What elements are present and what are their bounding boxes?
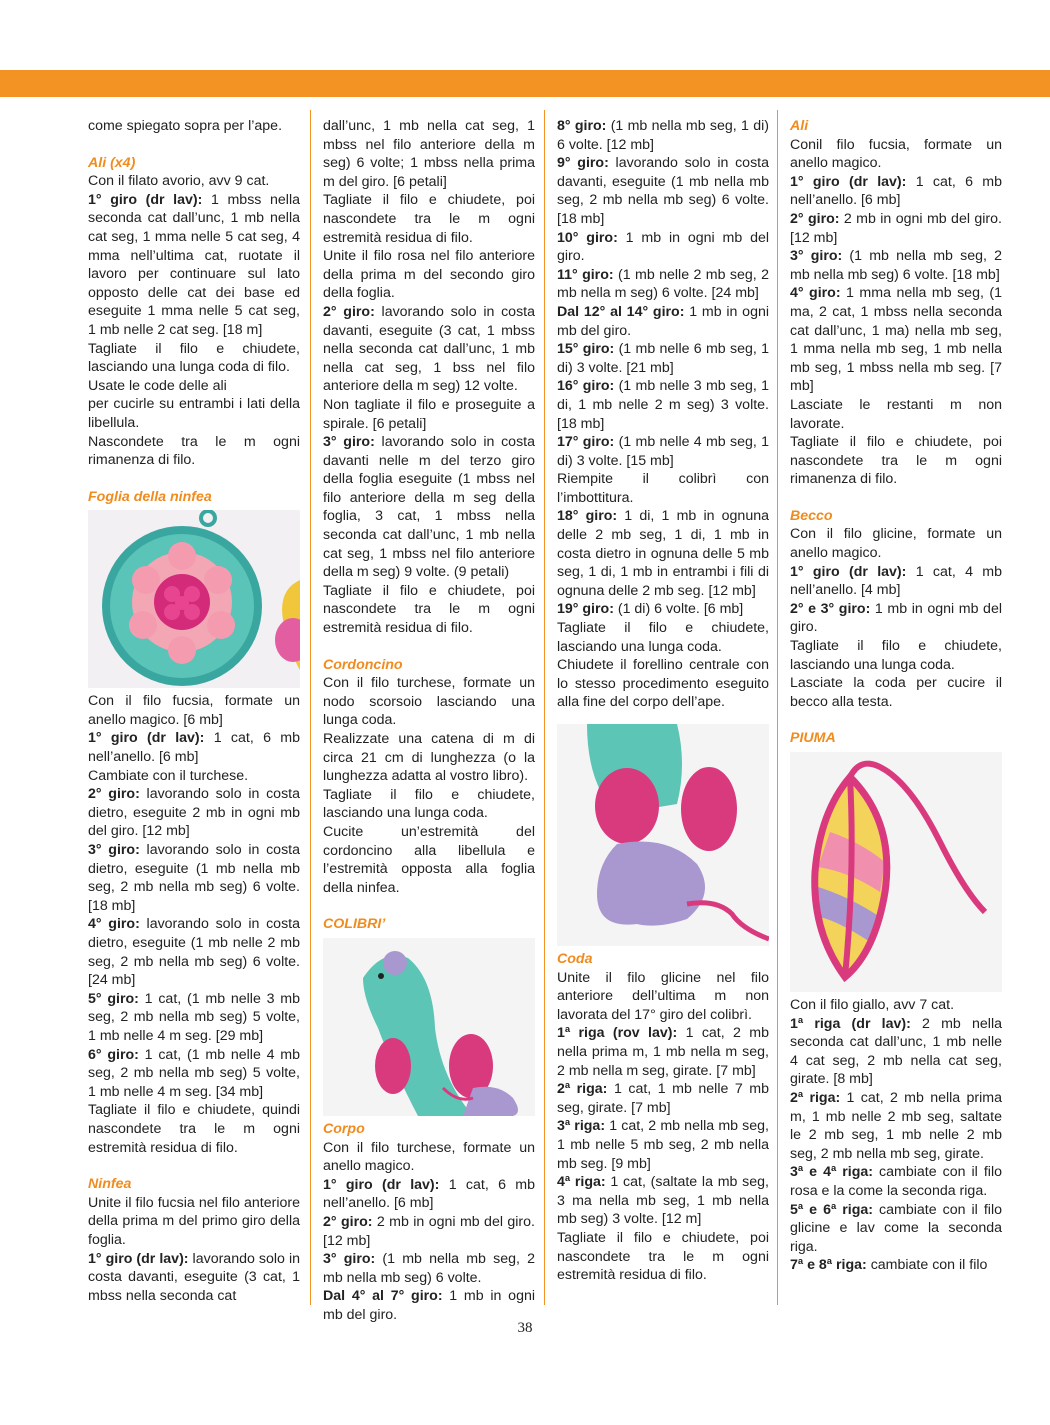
step-text: lavorando solo in costa dietro, eseguite (1 mb nelle 2 mb seg, 2 mb nella mb seg) 6 volte. [24 mb] [88,916,300,989]
step-text: (1 mb nelle 3 mb seg, 1 di, 1 mb nelle 2 m seg) 3 volte. [18 mb] [557,378,769,432]
paragraph [557,1080,769,1117]
paragraph [790,1256,1002,1275]
step-text: 1 cat, 1 mb nelle 7 mb seg, girate. [7 mb] [557,1081,770,1116]
paragraph [557,1024,769,1080]
paragraph: Tagliate il filo e chiudete, poi nascondete tra le m ogni estremità residua di filo. [557,1229,769,1284]
paragraph: Con il filo turchese, formate un anello magico. [323,1139,535,1175]
paragraph [88,191,300,340]
step-text: (1 mb nelle 2 mb seg, 2 mb nella m seg) 6 volte. [24 mb] [557,266,769,302]
step-label: 1° giro (dr lav): [323,1176,440,1193]
hummingbird-tail-photo [557,724,769,946]
step-label: 15° giro: [557,341,615,358]
step-label: 2° giro: [790,210,840,227]
paragraph [557,1117,769,1173]
paragraph: Unite il filo fucsia nel filo anteriore della prima m del primo giro della foglia. [88,1194,300,1248]
column-divider [310,110,311,1305]
paragraph [790,1089,1002,1163]
section-heading-ninfea: Ninfea [88,1176,132,1193]
step-label: 1ª riga (dr lav): [790,1015,911,1032]
step-text: (1 mb nelle 6 mb seg, 1 di) 3 volte. [21 mb] [557,341,769,376]
paragraph [88,841,300,915]
step-text: 1 mb in ogni mb del giro. [557,303,769,339]
step-label: 10° giro: [557,229,618,246]
paragraph [790,600,1002,637]
step-text: 1 di, 1 mb in ognuna delle 2 mb seg, 1 di, 1 mb in costa dietro in ognuna delle 5 mb seg, 1 di, 1 mb in entrambi i fili di ognuna delle 2 mb seg. [12 mb] [557,508,769,599]
step-label: Dal 4° al 7° giro: [323,1288,443,1305]
step-text: 2 mb in ogni mb del giro. [12 mb] [323,1213,535,1249]
page-number: 38 [517,1320,533,1336]
feather-photo [790,752,1002,992]
step-text: 1 cat, 4 mb nell’anello. [4 mb] [790,563,1002,599]
step-text: 1 mma nella mb seg, (1 ma, 2 cat, 1 mbss nella seconda cat dall’unc, 1 ma) nella mb seg, 1 mma nella mb seg, 1 mb nella mb seg, 1 mbss nella mb seg. [7 mb] [790,285,1003,395]
paragraph [790,563,1002,600]
step-label: 3° giro: [790,248,843,265]
paragraph: Tagliate il filo e chiudete, poi nascondete tra le m ogni rimanenza di filo. [790,434,1002,488]
column-4 [790,117,1002,1275]
step-text: (1 di) 6 volte. [6 mb] [613,601,744,618]
step-text: lavorando solo in costa davanti, eseguite (1 mb nella mb seg, 2 mb nella mb seg) 6 volte. [18 mb] [557,155,769,227]
step-label: Dal 12° al 14° giro: [557,303,685,320]
step-label: 16° giro: [557,378,615,395]
paragraph: Tagliate il filo e chiudete, quindi nascondete tra le m ogni estremità residua di filo. [88,1102,300,1156]
paragraph [790,1201,1002,1257]
paragraph [88,785,300,841]
step-label: 4ª riga: [557,1174,606,1191]
step-label: 19° giro: [557,601,614,618]
step-text: lavorando solo in costa dietro, eseguite 2 mb in ogni mb del giro. [12 mb] [88,786,300,840]
step-label: 6° giro: [88,1046,139,1063]
paragraph [88,1046,300,1102]
section-heading-cordoncino: Cordoncino [323,656,403,673]
paragraph: Cambiate con il turchese. [88,767,249,784]
paragraph [557,303,769,340]
step-label: 1° giro (dr lav): [790,173,907,190]
hummingbird-photo [323,938,535,1116]
column-divider [777,110,778,1305]
column-1 [88,117,300,1305]
step-label: 2ª riga: [557,1081,608,1098]
step-label: 11° giro: [557,266,614,283]
header-bar [0,70,1050,97]
paragraph [557,600,769,619]
paragraph [88,990,300,1046]
step-text: cambiate con il filo rosa e la come la seconda riga. [790,1164,1002,1199]
paragraph [790,210,1002,247]
section-heading-ali-colibri: Ali [790,118,809,134]
step-label: 2° e 3° giro: [790,600,871,617]
step-text: 1 cat, 6 mb nell’anello. [6 mb] [790,173,1002,209]
section-heading-ali: Ali (x4) [88,154,136,171]
step-label: 5ª e 6ª riga: [790,1201,873,1218]
paragraph: Lasciate le restanti m non lavorate. [790,396,1002,432]
paragraph [790,1015,1002,1089]
step-label: 1° giro (dr lav): [88,1250,189,1267]
step-text: (1 mb nella mb seg, 2 mb nella mb seg) 6 volte. [18 mb] [790,248,1002,283]
paragraph: Chiudete il forellino centrale con lo stesso procedimento eseguito alla fine del corpo dell’ape. [557,657,769,711]
step-text: (1 mb nelle 4 mb seg, 1 di) 3 volte. [15 mb] [557,434,769,469]
step-label: 2° giro: [323,1213,373,1230]
paragraph [557,154,769,228]
paragraph: Nascondete tra le m ogni rimanenza di filo. [88,433,300,469]
step-label: 1° giro (dr lav): [88,730,205,747]
paragraph: Tagliate il filo e chiudete, lasciando una lunga coda. [790,638,1002,673]
paragraph: Conil filo fucsia, formate un anello magico. [790,136,1002,172]
section-heading-coda: Coda [557,951,593,967]
section-heading-foglia: Foglia della ninfea [88,488,212,505]
paragraph: Usate le code delle ali [88,377,227,394]
paragraph: Con il filo fucsia, formate un anello magico. [6 mb] [88,693,300,728]
step-label: 4° giro: [88,916,140,933]
step-text: 1 cat, 2 mb nella mb seg, 1 mb nelle 5 mb seg, 2 mb nella mb seg. [9 mb] [557,1118,770,1172]
paragraph: Con il filo giallo, avv 7 cat. [790,997,955,1013]
paragraph [323,1287,535,1324]
step-text: cambiate con il filo [866,1257,988,1274]
step-label: 2° giro: [323,303,375,320]
paragraph: Cucite un’estremità del cordoncino alla libellula e l’estremità opposta alla foglia della ninfea. [323,823,535,896]
paragraph: Con il filo glicine, formate un anello magico. [790,526,1002,562]
paragraph [557,377,769,433]
step-label: 8° giro: [557,118,607,134]
paragraph [557,340,769,377]
step-text: 1 cat, 2 mb nella prima m, 1 mb nelle 2 mb seg, saltate le 2 mb seg, 1 mb nelle 2 mb seg, 2 mb nella mb seg, girate. [790,1089,1002,1162]
step-text: 1 cat, 6 mb nell’anello. [6 mb] [323,1176,535,1212]
paragraph [323,303,535,396]
step-text: cambiate con il filo glicine e lav come la seconda riga. [790,1201,1002,1255]
step-label: 2° giro: [88,786,140,803]
step-label: 3ª e 4ª riga: [790,1164,873,1181]
step-text: 1 mb in ogni mb del giro. [323,1288,535,1323]
paragraph: per cucirle su entrambi i lati della libellula. [88,396,300,431]
step-label: 1° giro (dr lav): [88,191,203,208]
paragraph: Tagliate il filo e chiudete, lasciando una lunga coda. [557,620,769,655]
step-text: 1 mbss nella seconda cat dall’unc, 1 mb nella cat seg, 1 mma nelle 5 cat seg, 4 mma nell’ultima cat, ruotate il lavoro per continuare sul lato opposto delle cat dei base ed eseguite 1 mma nelle 5 cat seg, 1 mb nelle 2 cat seg. [18 m] [88,191,300,338]
step-text: (1 mb nella mb seg, 1 di) 6 volte. [12 mb] [557,118,769,153]
paragraph [557,433,769,470]
step-label: 5° giro: [88,990,139,1007]
paragraph [323,433,535,582]
step-text: 1 cat, (1 mb nelle 4 mb seg, 2 mb nella mb seg) 5 volte, 1 mb nelle 4 m seg. [34 mb] [88,1046,301,1100]
step-label: 2ª riga: [790,1089,841,1106]
paragraph [790,1163,1002,1200]
intro-text: come spiegato sopra per l’ape. [88,118,283,134]
paragraph [790,247,1002,284]
step-label: 3° giro: [323,1251,376,1268]
step-text: lavorando solo in costa davanti, eseguite (3 cat, 1 mbss nella seconda cat dall’unc, 1 mb nella cat seg, 1 bss nel filo anteriore della m seg) 12 volte. [323,303,535,395]
step-text: 1 cat, (saltate la mb seg, 3 ma nella mb seg, 1 mb nella mb seg) 3 volte. [12 m] [557,1174,769,1228]
paragraph [790,284,1002,396]
section-heading-becco: Becco [790,507,833,524]
paragraph [557,117,769,154]
step-label: 3° giro: [88,842,140,859]
paragraph: Realizzate una catena di m di circa 21 cm di lunghezza (o la lunghezza adatta al vostro libro). [323,731,535,785]
section-heading-corpo: Corpo [323,1120,365,1137]
section-heading-piuma: PIUMA [790,730,836,747]
paragraph [88,729,300,766]
paragraph [323,1250,535,1287]
step-label: 3ª riga: [557,1118,606,1135]
step-text: lavorando solo in costa dietro, eseguite (1 mb nella mb seg, 2 mb nella mb seg) 6 volte. [18 mb] [88,842,300,914]
step-label: 3° giro: [323,434,375,451]
step-text: lavorando solo in costa davanti nelle m del terzo giro della foglia eseguite (1 mbss nel filo anteriore della m seg della foglia, 3 cat, 1 mbss nella seconda cat dall’unc, 1 mb nella cat seg, 1 mbss nel filo anteriore della m seg) 9 volte. (9 petali) [323,434,535,581]
paragraph [557,507,769,600]
step-text: 1 cat, 6 mb nell’anello. [6 mb] [88,730,300,766]
paragraph: Tagliate il filo e chiudete, poi nascondete tra le m ogni estremità residua di filo. [323,582,535,637]
paragraph: Tagliate il filo e chiudete, lasciando una lunga coda. [323,786,535,822]
step-label: 1ª riga (rov lav): [557,1025,678,1042]
step-text: (1 mb nella mb seg, 2 mb nella mb seg) 6 volte. [323,1251,535,1286]
step-label: 9° giro: [557,155,609,172]
column-2 [323,117,535,1324]
step-label: 17° giro: [557,434,615,451]
paragraph: Con il filo turchese, formate un nodo scorsoio lasciando una lunga coda. [323,675,535,729]
paragraph [323,1213,535,1250]
paragraph: Tagliate il filo e chiudete, lasciando una lunga coda di filo. [88,340,300,376]
paragraph: Lasciate la coda per cucire il becco alla testa. [790,675,1002,710]
step-label: 7ª e 8ª riga: [790,1257,867,1274]
paragraph [790,173,1002,210]
step-text: 2 mb nella seconda cat dall’unc, 1 mb nelle 4 cat seg, 2 mb nella cat seg, girate. [8 mb] [790,1015,1002,1088]
paragraph: dall’unc, 1 mb nella cat seg, 1 mbss nel filo anteriore della m seg) 6 volte; 1 mbss nella prima m del giro. [6 petali] [323,118,535,190]
step-text: 1 cat, 2 mb nella prima m, 1 mb nella m seg, 2 mb nella m seg, girate. [7 mb] [557,1025,770,1079]
step-label: 18° giro: [557,508,618,525]
step-text: 1 mb in ogni mb del giro. [557,229,769,265]
paragraph [88,915,300,989]
section-heading-colibri: COLIBRI’ [323,916,386,933]
paragraph [323,1176,535,1213]
paragraph: Non tagliate il filo e proseguite a spirale. [6 petali] [323,396,535,432]
column-3 [557,117,769,1285]
step-label: 4° giro: [790,285,841,302]
paragraph: Unite il filo rosa nel filo anteriore della prima m del secondo giro della foglia. [323,248,535,302]
lily-pad-photo [88,510,300,688]
paragraph [557,229,769,266]
paragraph: Riempite il colibrì con l’imbottitura. [557,471,769,506]
step-text: 1 mb in ogni mb del giro. [790,600,1002,636]
step-label: 1° giro (dr lav): [790,563,907,580]
step-text: 2 mb in ogni mb del giro. [12 mb] [790,210,1002,246]
column-divider [544,110,545,1305]
paragraph [557,1173,769,1229]
paragraph: Tagliate il filo e chiudete, poi nascondete tra le m ogni estremità residua di filo. [323,192,535,246]
paragraph [557,266,769,303]
step-text: lavorando solo in costa davanti, eseguite (3 cat, 1 mbss nella seconda cat [88,1250,300,1304]
paragraph: Con il filato avorio, avv 9 cat. [88,173,270,190]
step-text: 1 cat, (1 mb nelle 3 mb seg, 2 mb nella mb seg) 5 volte, 1 mb nelle 4 m seg. [29 mb] [88,990,301,1044]
paragraph [88,1250,300,1306]
paragraph: Unite il filo glicine nel filo anteriore dell’ultima m non lavorata del 17° giro del colibrì. [557,969,769,1023]
